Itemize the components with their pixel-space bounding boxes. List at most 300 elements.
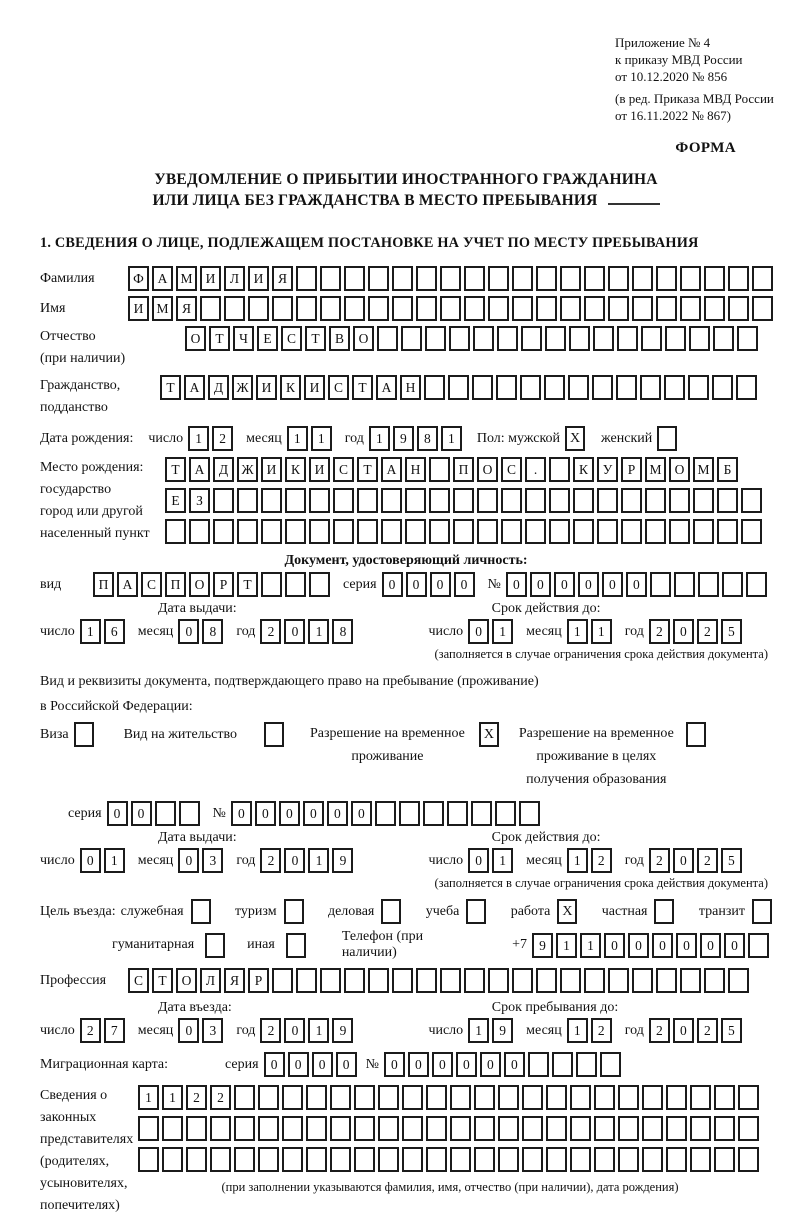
- char-box[interactable]: [680, 968, 701, 993]
- char-box[interactable]: [306, 1116, 327, 1141]
- char-box[interactable]: Е: [165, 488, 186, 513]
- char-box[interactable]: З: [189, 488, 210, 513]
- char-box[interactable]: [641, 326, 662, 351]
- char-box[interactable]: [621, 519, 642, 544]
- char-box[interactable]: [501, 488, 522, 513]
- char-box[interactable]: О: [189, 572, 210, 597]
- char-box[interactable]: [521, 326, 542, 351]
- char-box[interactable]: Л: [200, 968, 221, 993]
- char-box[interactable]: 1: [492, 619, 513, 644]
- char-box[interactable]: Т: [305, 326, 326, 351]
- char-box[interactable]: 0: [652, 933, 673, 958]
- char-box[interactable]: 0: [264, 1052, 285, 1077]
- char-box[interactable]: [512, 266, 533, 291]
- char-box[interactable]: [528, 1052, 549, 1077]
- char-box[interactable]: 0: [131, 801, 152, 826]
- char-box[interactable]: [378, 1116, 399, 1141]
- char-box[interactable]: [498, 1116, 519, 1141]
- char-box[interactable]: [520, 375, 541, 400]
- char-box[interactable]: 2: [260, 619, 281, 644]
- char-box[interactable]: И: [309, 457, 330, 482]
- char-box[interactable]: Е: [257, 326, 278, 351]
- char-box[interactable]: Д: [213, 457, 234, 482]
- temp-permit-checkbox[interactable]: X: [479, 722, 499, 747]
- char-box[interactable]: [752, 296, 773, 321]
- char-box[interactable]: 8: [332, 619, 353, 644]
- char-box[interactable]: [522, 1116, 543, 1141]
- char-box[interactable]: [642, 1085, 663, 1110]
- char-box[interactable]: [570, 1147, 591, 1172]
- char-box[interactable]: [261, 572, 282, 597]
- char-box[interactable]: У: [597, 457, 618, 482]
- char-box[interactable]: [296, 266, 317, 291]
- char-box[interactable]: 2: [212, 426, 233, 451]
- char-box[interactable]: 0: [673, 1018, 694, 1043]
- char-box[interactable]: [501, 519, 522, 544]
- char-box[interactable]: [698, 572, 719, 597]
- char-box[interactable]: [748, 933, 769, 958]
- char-box[interactable]: [665, 326, 686, 351]
- char-box[interactable]: [645, 519, 666, 544]
- char-box[interactable]: [594, 1116, 615, 1141]
- char-box[interactable]: Я: [224, 968, 245, 993]
- char-box[interactable]: 2: [697, 848, 718, 873]
- char-box[interactable]: 0: [327, 801, 348, 826]
- char-box[interactable]: [690, 1147, 711, 1172]
- char-box[interactable]: 1: [308, 848, 329, 873]
- char-box[interactable]: [666, 1116, 687, 1141]
- char-box[interactable]: [450, 1147, 471, 1172]
- char-box[interactable]: 5: [721, 1018, 742, 1043]
- char-box[interactable]: [656, 968, 677, 993]
- char-box[interactable]: [488, 968, 509, 993]
- char-box[interactable]: [544, 375, 565, 400]
- char-box[interactable]: 0: [351, 801, 372, 826]
- char-box[interactable]: [368, 296, 389, 321]
- char-box[interactable]: 1: [441, 426, 462, 451]
- char-box[interactable]: 1: [567, 619, 588, 644]
- char-box[interactable]: [746, 572, 767, 597]
- char-box[interactable]: [512, 968, 533, 993]
- char-box[interactable]: А: [184, 375, 205, 400]
- char-box[interactable]: [320, 968, 341, 993]
- char-box[interactable]: [272, 296, 293, 321]
- char-box[interactable]: Н: [405, 457, 426, 482]
- char-box[interactable]: [617, 326, 638, 351]
- char-box[interactable]: С: [501, 457, 522, 482]
- residence-permit-checkbox[interactable]: [264, 722, 284, 747]
- char-box[interactable]: [448, 375, 469, 400]
- char-box[interactable]: 0: [255, 801, 276, 826]
- char-box[interactable]: [608, 968, 629, 993]
- char-box[interactable]: [597, 488, 618, 513]
- char-box[interactable]: [656, 266, 677, 291]
- char-box[interactable]: [690, 1116, 711, 1141]
- char-box[interactable]: [296, 296, 317, 321]
- char-box[interactable]: [498, 1147, 519, 1172]
- char-box[interactable]: 2: [591, 1018, 612, 1043]
- char-box[interactable]: П: [93, 572, 114, 597]
- char-box[interactable]: Л: [224, 266, 245, 291]
- char-box[interactable]: 0: [178, 619, 199, 644]
- char-box[interactable]: 0: [406, 572, 427, 597]
- char-box[interactable]: [285, 488, 306, 513]
- char-box[interactable]: 0: [700, 933, 721, 958]
- char-box[interactable]: 0: [303, 801, 324, 826]
- char-box[interactable]: [210, 1147, 231, 1172]
- char-box[interactable]: [416, 968, 437, 993]
- char-box[interactable]: И: [261, 457, 282, 482]
- char-box[interactable]: 0: [408, 1052, 429, 1077]
- char-box[interactable]: 1: [104, 848, 125, 873]
- char-box[interactable]: 9: [393, 426, 414, 451]
- char-box[interactable]: [424, 375, 445, 400]
- char-box[interactable]: [474, 1116, 495, 1141]
- char-box[interactable]: С: [141, 572, 162, 597]
- char-box[interactable]: [714, 1147, 735, 1172]
- char-box[interactable]: 0: [530, 572, 551, 597]
- char-box[interactable]: И: [304, 375, 325, 400]
- char-box[interactable]: [378, 1147, 399, 1172]
- char-box[interactable]: [354, 1147, 375, 1172]
- char-box[interactable]: [375, 801, 396, 826]
- char-box[interactable]: И: [256, 375, 277, 400]
- char-box[interactable]: [464, 968, 485, 993]
- char-box[interactable]: [645, 488, 666, 513]
- char-box[interactable]: 0: [384, 1052, 405, 1077]
- char-box[interactable]: [608, 266, 629, 291]
- char-box[interactable]: 1: [492, 848, 513, 873]
- char-box[interactable]: [642, 1116, 663, 1141]
- char-box[interactable]: [272, 968, 293, 993]
- char-box[interactable]: [618, 1116, 639, 1141]
- char-box[interactable]: [474, 1085, 495, 1110]
- char-box[interactable]: Ж: [232, 375, 253, 400]
- char-box[interactable]: [210, 1116, 231, 1141]
- char-box[interactable]: [688, 375, 709, 400]
- char-box[interactable]: 0: [673, 848, 694, 873]
- char-box[interactable]: 3: [202, 1018, 223, 1043]
- char-box[interactable]: [258, 1085, 279, 1110]
- char-box[interactable]: 0: [628, 933, 649, 958]
- char-box[interactable]: Р: [621, 457, 642, 482]
- char-box[interactable]: К: [280, 375, 301, 400]
- char-box[interactable]: [570, 1085, 591, 1110]
- char-box[interactable]: 2: [186, 1085, 207, 1110]
- char-box[interactable]: Р: [248, 968, 269, 993]
- char-box[interactable]: [584, 968, 605, 993]
- char-box[interactable]: О: [176, 968, 197, 993]
- char-box[interactable]: 0: [454, 572, 475, 597]
- char-box[interactable]: [405, 488, 426, 513]
- char-box[interactable]: 9: [332, 848, 353, 873]
- char-box[interactable]: [704, 266, 725, 291]
- char-box[interactable]: [512, 296, 533, 321]
- char-box[interactable]: 1: [591, 619, 612, 644]
- char-box[interactable]: 0: [432, 1052, 453, 1077]
- char-box[interactable]: [333, 488, 354, 513]
- char-box[interactable]: [282, 1085, 303, 1110]
- char-box[interactable]: [165, 519, 186, 544]
- char-box[interactable]: [138, 1116, 159, 1141]
- char-box[interactable]: [333, 519, 354, 544]
- char-box[interactable]: [186, 1147, 207, 1172]
- char-box[interactable]: [717, 519, 738, 544]
- char-box[interactable]: [728, 968, 749, 993]
- char-box[interactable]: М: [645, 457, 666, 482]
- char-box[interactable]: [560, 968, 581, 993]
- char-box[interactable]: [689, 326, 710, 351]
- char-box[interactable]: [519, 801, 540, 826]
- char-box[interactable]: [570, 1116, 591, 1141]
- char-box[interactable]: [381, 519, 402, 544]
- char-box[interactable]: 0: [312, 1052, 333, 1077]
- char-box[interactable]: 0: [178, 848, 199, 873]
- char-box[interactable]: О: [353, 326, 374, 351]
- char-box[interactable]: [401, 326, 422, 351]
- char-box[interactable]: [392, 266, 413, 291]
- char-box[interactable]: [552, 1052, 573, 1077]
- char-box[interactable]: Ж: [237, 457, 258, 482]
- char-box[interactable]: Д: [208, 375, 229, 400]
- char-box[interactable]: Р: [213, 572, 234, 597]
- char-box[interactable]: [669, 488, 690, 513]
- char-box[interactable]: [680, 296, 701, 321]
- char-box[interactable]: [650, 572, 671, 597]
- char-box[interactable]: [498, 1085, 519, 1110]
- char-box[interactable]: [690, 1085, 711, 1110]
- char-box[interactable]: [330, 1116, 351, 1141]
- purpose-official-checkbox[interactable]: [191, 899, 211, 924]
- char-box[interactable]: [440, 296, 461, 321]
- char-box[interactable]: [429, 519, 450, 544]
- char-box[interactable]: [377, 326, 398, 351]
- char-box[interactable]: [357, 488, 378, 513]
- purpose-tourism-checkbox[interactable]: [284, 899, 304, 924]
- char-box[interactable]: 0: [107, 801, 128, 826]
- char-box[interactable]: 5: [721, 848, 742, 873]
- char-box[interactable]: [447, 801, 468, 826]
- char-box[interactable]: [536, 296, 557, 321]
- char-box[interactable]: [477, 519, 498, 544]
- char-box[interactable]: [616, 375, 637, 400]
- char-box[interactable]: [704, 968, 725, 993]
- char-box[interactable]: О: [185, 326, 206, 351]
- char-box[interactable]: [440, 968, 461, 993]
- char-box[interactable]: [568, 375, 589, 400]
- char-box[interactable]: [632, 266, 653, 291]
- char-box[interactable]: [618, 1147, 639, 1172]
- char-box[interactable]: [429, 488, 450, 513]
- char-box[interactable]: И: [248, 266, 269, 291]
- char-box[interactable]: [632, 296, 653, 321]
- char-box[interactable]: В: [329, 326, 350, 351]
- char-box[interactable]: [261, 519, 282, 544]
- char-box[interactable]: [464, 266, 485, 291]
- char-box[interactable]: [728, 296, 749, 321]
- char-box[interactable]: 0: [284, 848, 305, 873]
- char-box[interactable]: [522, 1085, 543, 1110]
- char-box[interactable]: [741, 488, 762, 513]
- char-box[interactable]: [368, 968, 389, 993]
- char-box[interactable]: [495, 801, 516, 826]
- char-box[interactable]: А: [117, 572, 138, 597]
- char-box[interactable]: [728, 266, 749, 291]
- char-box[interactable]: 0: [284, 1018, 305, 1043]
- char-box[interactable]: [573, 488, 594, 513]
- char-box[interactable]: [522, 1147, 543, 1172]
- char-box[interactable]: [473, 326, 494, 351]
- purpose-business-checkbox[interactable]: [381, 899, 401, 924]
- char-box[interactable]: 1: [287, 426, 308, 451]
- char-box[interactable]: 0: [288, 1052, 309, 1077]
- char-box[interactable]: [737, 326, 758, 351]
- char-box[interactable]: [392, 968, 413, 993]
- char-box[interactable]: [453, 519, 474, 544]
- char-box[interactable]: [664, 375, 685, 400]
- purpose-study-checkbox[interactable]: [466, 899, 486, 924]
- char-box[interactable]: 0: [468, 848, 489, 873]
- char-box[interactable]: [546, 1116, 567, 1141]
- char-box[interactable]: 1: [567, 848, 588, 873]
- char-box[interactable]: [258, 1116, 279, 1141]
- char-box[interactable]: [306, 1147, 327, 1172]
- char-box[interactable]: А: [376, 375, 397, 400]
- char-box[interactable]: 1: [311, 426, 332, 451]
- char-box[interactable]: [592, 375, 613, 400]
- char-box[interactable]: 1: [188, 426, 209, 451]
- char-box[interactable]: 0: [554, 572, 575, 597]
- char-box[interactable]: 1: [580, 933, 601, 958]
- char-box[interactable]: Т: [209, 326, 230, 351]
- char-box[interactable]: 8: [417, 426, 438, 451]
- char-box[interactable]: [632, 968, 653, 993]
- purpose-private-checkbox[interactable]: [654, 899, 674, 924]
- char-box[interactable]: [320, 296, 341, 321]
- char-box[interactable]: 2: [697, 1018, 718, 1043]
- char-box[interactable]: Я: [176, 296, 197, 321]
- char-box[interactable]: [179, 801, 200, 826]
- char-box[interactable]: С: [128, 968, 149, 993]
- char-box[interactable]: [594, 1085, 615, 1110]
- char-box[interactable]: [234, 1085, 255, 1110]
- char-box[interactable]: [440, 266, 461, 291]
- char-box[interactable]: [309, 488, 330, 513]
- char-box[interactable]: [738, 1116, 759, 1141]
- char-box[interactable]: [536, 266, 557, 291]
- char-box[interactable]: [593, 326, 614, 351]
- char-box[interactable]: [213, 519, 234, 544]
- char-box[interactable]: [330, 1147, 351, 1172]
- char-box[interactable]: [569, 326, 590, 351]
- char-box[interactable]: 0: [382, 572, 403, 597]
- char-box[interactable]: 2: [649, 848, 670, 873]
- char-box[interactable]: [381, 488, 402, 513]
- char-box[interactable]: [449, 326, 470, 351]
- char-box[interactable]: 2: [260, 1018, 281, 1043]
- char-box[interactable]: [642, 1147, 663, 1172]
- char-box[interactable]: О: [669, 457, 690, 482]
- char-box[interactable]: [237, 519, 258, 544]
- sex-male-checkbox[interactable]: X: [565, 426, 585, 451]
- char-box[interactable]: [674, 572, 695, 597]
- char-box[interactable]: [618, 1085, 639, 1110]
- char-box[interactable]: 5: [721, 619, 742, 644]
- char-box[interactable]: О: [477, 457, 498, 482]
- char-box[interactable]: [736, 375, 757, 400]
- char-box[interactable]: [416, 296, 437, 321]
- char-box[interactable]: [584, 266, 605, 291]
- char-box[interactable]: [549, 457, 570, 482]
- char-box[interactable]: [453, 488, 474, 513]
- char-box[interactable]: [549, 488, 570, 513]
- char-box[interactable]: [450, 1116, 471, 1141]
- char-box[interactable]: 1: [80, 619, 101, 644]
- char-box[interactable]: 0: [673, 619, 694, 644]
- char-box[interactable]: [186, 1116, 207, 1141]
- char-box[interactable]: [464, 296, 485, 321]
- char-box[interactable]: [258, 1147, 279, 1172]
- char-box[interactable]: 1: [369, 426, 390, 451]
- char-box[interactable]: [429, 457, 450, 482]
- char-box[interactable]: [713, 326, 734, 351]
- purpose-other-checkbox[interactable]: [286, 933, 306, 958]
- purpose-work-checkbox[interactable]: X: [557, 899, 577, 924]
- char-box[interactable]: [344, 296, 365, 321]
- char-box[interactable]: [738, 1085, 759, 1110]
- char-box[interactable]: [309, 519, 330, 544]
- char-box[interactable]: [306, 1085, 327, 1110]
- char-box[interactable]: П: [165, 572, 186, 597]
- char-box[interactable]: [546, 1085, 567, 1110]
- char-box[interactable]: 0: [279, 801, 300, 826]
- char-box[interactable]: [213, 488, 234, 513]
- char-box[interactable]: [426, 1147, 447, 1172]
- char-box[interactable]: [584, 296, 605, 321]
- char-box[interactable]: 9: [532, 933, 553, 958]
- char-box[interactable]: [669, 519, 690, 544]
- char-box[interactable]: 2: [80, 1018, 101, 1043]
- char-box[interactable]: Т: [152, 968, 173, 993]
- sex-female-checkbox[interactable]: [657, 426, 677, 451]
- char-box[interactable]: 0: [480, 1052, 501, 1077]
- char-box[interactable]: [545, 326, 566, 351]
- char-box[interactable]: Т: [237, 572, 258, 597]
- char-box[interactable]: 0: [506, 572, 527, 597]
- char-box[interactable]: [426, 1116, 447, 1141]
- char-box[interactable]: [234, 1116, 255, 1141]
- char-box[interactable]: [472, 375, 493, 400]
- char-box[interactable]: [261, 488, 282, 513]
- char-box[interactable]: 1: [556, 933, 577, 958]
- char-box[interactable]: [162, 1147, 183, 1172]
- char-box[interactable]: 0: [724, 933, 745, 958]
- char-box[interactable]: 0: [626, 572, 647, 597]
- char-box[interactable]: [320, 266, 341, 291]
- char-box[interactable]: [285, 519, 306, 544]
- char-box[interactable]: [296, 968, 317, 993]
- char-box[interactable]: [600, 1052, 621, 1077]
- char-box[interactable]: 2: [649, 619, 670, 644]
- char-box[interactable]: 9: [492, 1018, 513, 1043]
- char-box[interactable]: [189, 519, 210, 544]
- char-box[interactable]: [546, 1147, 567, 1172]
- purpose-humanitarian-checkbox[interactable]: [205, 933, 225, 958]
- char-box[interactable]: С: [333, 457, 354, 482]
- char-box[interactable]: [368, 266, 389, 291]
- char-box[interactable]: [224, 296, 245, 321]
- char-box[interactable]: [536, 968, 557, 993]
